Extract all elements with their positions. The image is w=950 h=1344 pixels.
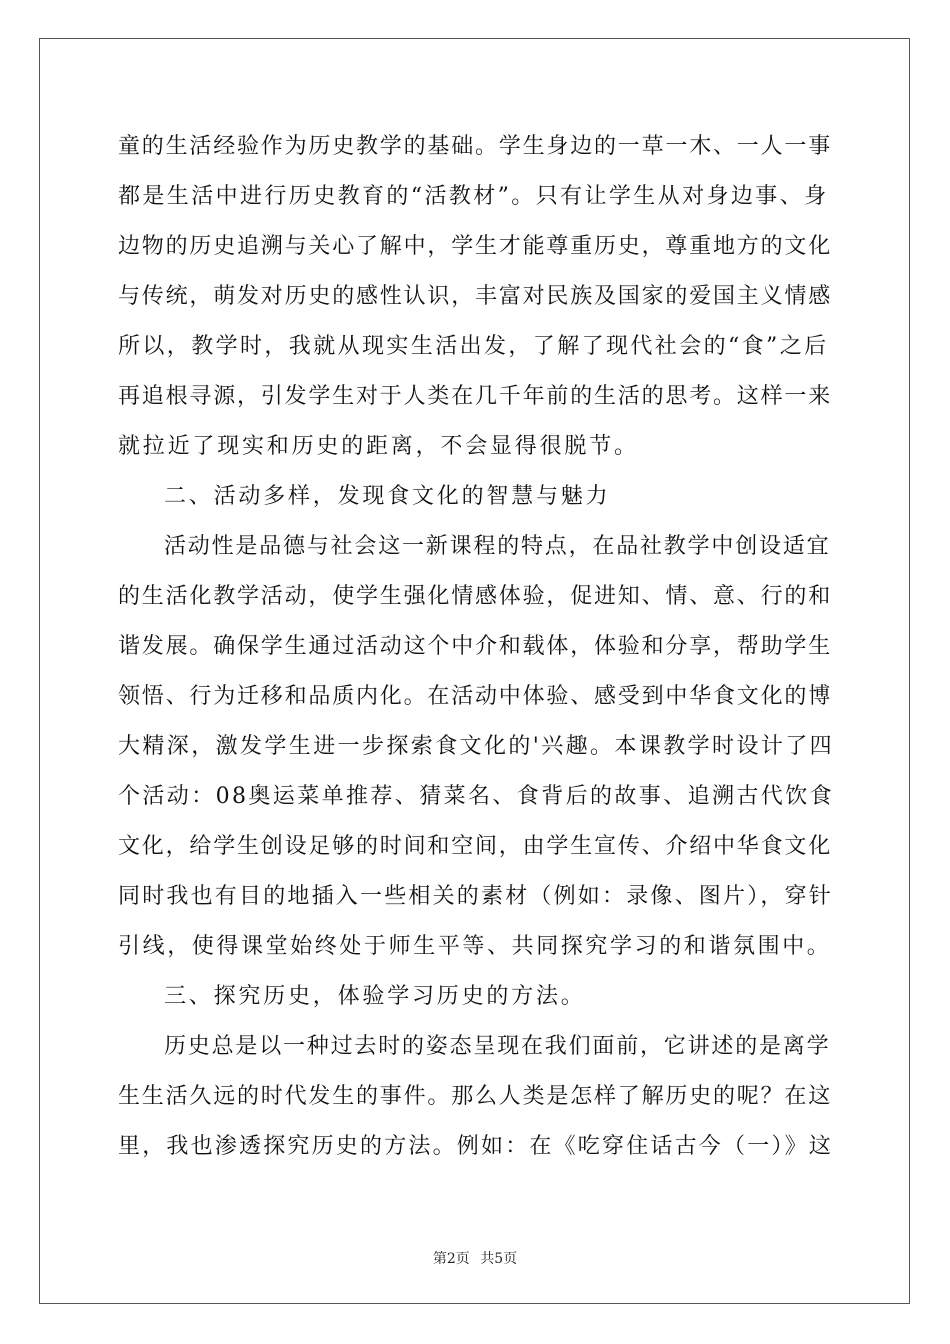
- page-number: 第2页: [432, 1251, 470, 1267]
- text-line: 引线，使得课堂始终处于师生平等、共同探究学习的和谐氛围中。: [118, 934, 832, 959]
- section-heading: 二、活动多样，发现食文化的智慧与魅力: [164, 484, 611, 509]
- text-line: 个活动：08奥运菜单推荐、猜菜名、食背后的故事、追溯古代饮食: [118, 784, 834, 809]
- text-line: 谐发展。确保学生通过活动这个中介和载体，体验和分享，帮助学生: [118, 634, 833, 659]
- text-line: 与传统，萌发对历史的感性认识，丰富对民族及国家的爱国主义情感: [118, 284, 833, 309]
- text-line: 都是生活中进行历史教育的“活教材”。只有让学生从对身边事、身: [118, 184, 829, 209]
- section-heading: 三、探究历史，体验学习历史的方法。: [164, 984, 586, 1009]
- text-line: 活动性是品德与社会这一新课程的特点，在品社教学中创设适宜: [164, 534, 831, 559]
- text-line: 的生活化教学活动，使学生强化情感体验，促进知、情、意、行的和: [118, 584, 833, 609]
- text-line: 就拉近了现实和历史的距离，不会显得很脱节。: [118, 434, 639, 459]
- text-line: 同时我也有目的地插入一些相关的素材（例如：录像、图片），穿针: [118, 884, 834, 909]
- text-line: 里，我也渗透探究历史的方法。例如：在《吃穿住话古今（一）》这: [118, 1134, 834, 1159]
- text-line: 领悟、行为迁移和品质内化。在活动中体验、感受到中华食文化的博: [118, 684, 833, 709]
- page-total: 共5页: [480, 1251, 518, 1267]
- text-line: 大精深，激发学生进一步探索食文化的'兴趣。本课教学时设计了四: [118, 734, 835, 759]
- text-line: 所以，教学时，我就从现实生活出发，了解了现代社会的“食”之后: [118, 334, 829, 359]
- text-line: 再追根寻源，引发学生对于人类在几千年前的生活的思考。这样一来: [118, 384, 833, 409]
- text-line: 童的生活经验作为历史教学的基础。学生身边的一草一木、一人一事: [118, 134, 833, 159]
- text-line: 文化，给学生创设足够的时间和空间，由学生宣传、介绍中华食文化: [118, 834, 833, 859]
- text-line: 历史总是以一种过去时的姿态呈现在我们面前，它讲述的是离学: [164, 1034, 831, 1059]
- text-line: 边物的历史追溯与关心了解中，学生才能尊重历史，尊重地方的文化: [118, 234, 833, 259]
- document-body: [118, 122, 834, 1172]
- page-footer: [0, 1248, 950, 1268]
- text-line: 生生活久远的时代发生的事件。那么人类是怎样了解历史的呢？在这: [118, 1084, 833, 1109]
